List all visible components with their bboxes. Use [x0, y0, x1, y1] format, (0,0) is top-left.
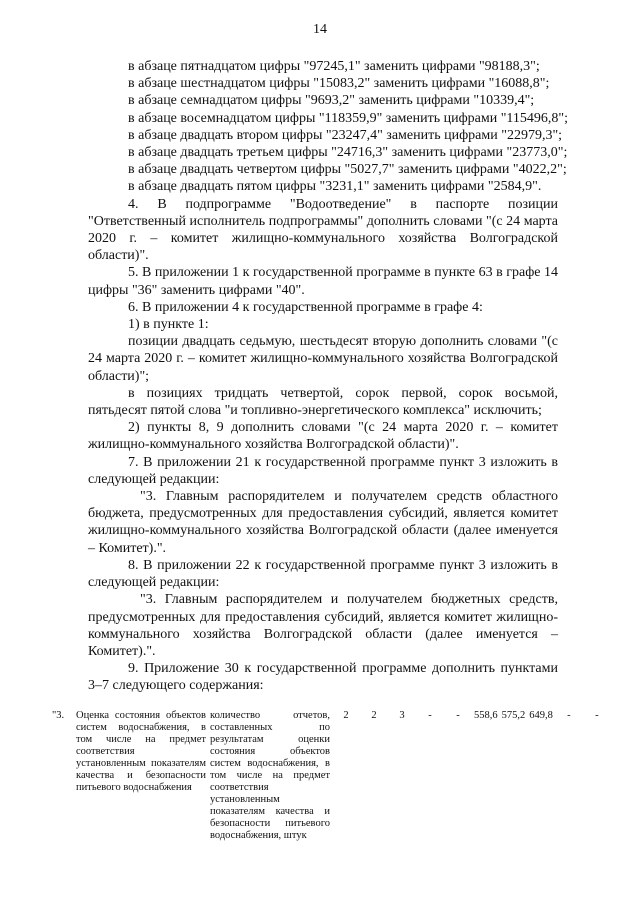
- paragraph-5: 5. В приложении 1 к государственной программе в пункте 63 в графе 14 цифры "36" заменить цифрами "40".: [88, 265, 558, 298]
- abzac-line: в абзаце шестнадцатом цифры "15083,2" заменить цифрами "16088,8";: [128, 76, 550, 92]
- paragraph-7-quote: "3. Главным распорядителем и получателем средств областного бюджета, предусмотренных для предоставления субсидий, является комитет жилищно-коммунального хозяйства Волгоградской области (далее именуется – Комитет).".: [88, 489, 558, 556]
- abzac-line: в абзаце пятнадцатом цифры "97245,1" заменить цифрами "98188,3";: [128, 59, 540, 74]
- abzac-line: в абзаце двадцать четвертом цифры "5027,7" заменить цифрами "4022,2";: [128, 162, 567, 178]
- paragraph-8-quote: "3. Главным распорядителем и получателем бюджетных средств, предусмотренных для предоставления субсидий, является комитет жилищно-коммунального хозяйства Волгоградской области (далее именуется – Комитет).".: [88, 592, 558, 659]
- table-cell: 558,6: [474, 710, 498, 721]
- paragraph-6-1b: в позициях тридцать четвертой, сорок первой, сорок восьмой, пятьдесят пятой слова "и топливно-энергетического комплекса" исключить;: [88, 385, 558, 419]
- paragraph-7: 7. В приложении 21 к государственной программе пункт 3 изложить в следующей редакции:: [88, 454, 558, 487]
- row-number: "3.: [52, 710, 65, 721]
- abzac-line: в абзаце семнадцатом цифры "9693,2" заменить цифрами "10339,4";: [128, 93, 535, 109]
- paragraph-4: 4. В подпрограмме "Водоотведение" в паспорте позиции "Ответственный исполнитель подпрограммы" дополнить словами "(с 24 марта 2020 г. – комитет жилищно-коммунального хозяйства Волгоградской области)".: [88, 196, 558, 264]
- paragraph-8: 8. В приложении 22 к государственной программе пункт 3 изложить в следующей редакции:: [88, 557, 558, 591]
- paragraph-6-1: 1) в пункте 1:: [128, 317, 209, 333]
- abzac-list: [88, 58, 569, 196]
- abzac-line: в абзаце двадцать втором цифры "23247,4" заменить цифрами "22979,3";: [128, 127, 563, 143]
- paragraph-6-2: 2) пункты 8, 9 дополнить словами "(с 24 марта 2020 г. – комитет жилищно-коммунального хозяйства Волгоградской области)".: [88, 420, 558, 453]
- paragraph-9: 9. Приложение 30 к государственной программе дополнить пунктами 3–7 следующего содержания:: [88, 661, 558, 694]
- table-cell: 2: [371, 710, 377, 721]
- page-number: 14: [313, 22, 327, 37]
- table-cell: -: [595, 710, 599, 721]
- table-cell: -: [456, 710, 460, 721]
- table-cell: -: [428, 710, 432, 721]
- indicator-unit: количество отчетов, составленных по результатам оценки состояния объектов систем водоснабжения, в том числе на предмет соответствия установленным показателям качества и безопасности питьевого водоснабжения, штук: [210, 710, 330, 841]
- table-cell: 3: [399, 710, 405, 721]
- table-cell: 649,8: [529, 710, 553, 721]
- abzac-line: в абзаце восемнадцатом цифры "118359,9" заменить цифрами "115496,8";: [128, 110, 569, 126]
- indicator-name: Оценка состояния объектов систем водоснабжения, в том числе на предмет соответствия установленным показателям качества и безопасности питьевого водоснабжения: [76, 710, 206, 793]
- paragraph-6-1a: позиции двадцать седьмую, шестьдесят вторую дополнить словами "(с 24 марта 2020 г. – комитет жилищно-коммунального хозяйства Волгоградской области)";: [88, 334, 558, 384]
- abzac-line: в абзаце двадцать пятом цифры "3231,1" заменить цифрами "2584,9".: [128, 179, 542, 195]
- table-row: [50, 710, 611, 842]
- table-cell: 575,2: [501, 710, 526, 721]
- abzac-line: в абзаце двадцать третьем цифры "24716,3" заменить цифрами "23773,0";: [128, 145, 568, 161]
- table-cell: 2: [343, 710, 349, 721]
- table-cell: -: [567, 710, 571, 721]
- paragraph-6: 6. В приложении 4 к государственной программе в графе 4:: [128, 299, 483, 315]
- data-table: [50, 710, 611, 842]
- document-body: [88, 58, 569, 695]
